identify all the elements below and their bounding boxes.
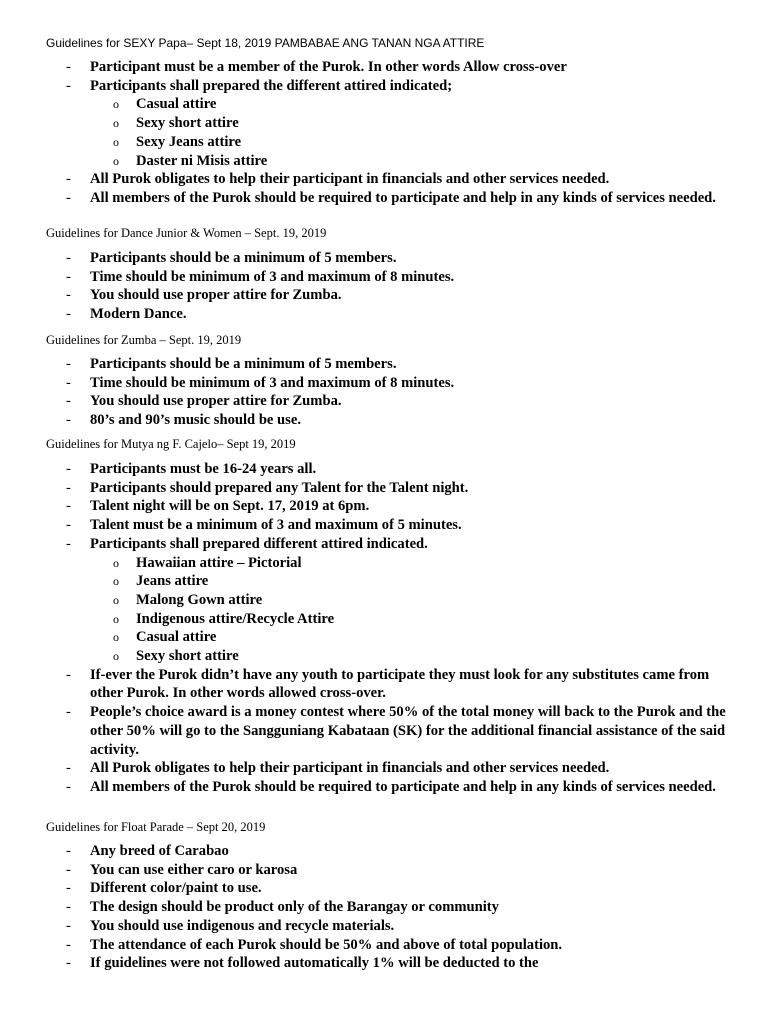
- list-item: - Participants should be a minimum of 5 members.: [66, 356, 397, 372]
- list-item: - All Purok obligates to help their participant in financials and other services needed.: [66, 760, 610, 777]
- section-list-mutya: [0, 460, 768, 797]
- circle-bullet: o: [113, 592, 119, 607]
- section-heading-sexy-papa: Guidelines for SEXY Papa– Sept 18, 2019 PAMBABAE ANG TANAN NGA ATTIRE: [46, 36, 485, 50]
- list-item: - Participants shall prepared the different attired indicated;: [66, 77, 453, 94]
- circle-bullet: o: [113, 555, 119, 570]
- dash-bullet: -: [66, 760, 71, 777]
- list-item: - Participants should prepared any Talent for the Talent night.: [66, 479, 469, 496]
- list-item: - Participants shall prepared different attired indicated.: [66, 535, 428, 552]
- list-item: - If guidelines were not followed automatically 1% will be deducted to the: [66, 955, 539, 972]
- list-item: - All members of the Purok should be required to participate and help in any kinds of services needed.: [66, 189, 716, 206]
- dash-bullet: -: [66, 356, 71, 372]
- sub-list-item: o Casual attire: [113, 629, 217, 646]
- section-heading-dance: Guidelines for Dance Junior & Women – Sept. 19, 2019: [46, 226, 327, 240]
- dash-bullet: -: [66, 171, 71, 188]
- section-heading-zumba: Guidelines for Zumba – Sept. 19, 2019: [46, 333, 242, 347]
- list-item: - All Purok obligates to help their participant in financials and other services needed.: [66, 171, 610, 188]
- dash-bullet: -: [66, 517, 71, 534]
- list-item: - Time should be minimum of 3 and maximum of 8 minutes.: [66, 268, 455, 285]
- list-item: - You should use proper attire for Zumba.: [66, 287, 342, 304]
- dash-bullet: -: [66, 268, 71, 285]
- list-item: - Talent must be a minimum of 3 and maximum of 5 minutes.: [66, 517, 462, 534]
- circle-bullet: o: [113, 97, 119, 112]
- sub-list-item: o Sexy short attire: [113, 648, 239, 665]
- list-item: - Any breed of Carabao: [66, 843, 229, 859]
- dash-bullet: -: [66, 250, 71, 266]
- dash-bullet: -: [66, 861, 71, 878]
- section-list-dance: [0, 249, 768, 324]
- list-item: - You should use indigenous and recycle materials.: [66, 917, 395, 934]
- dash-bullet: -: [66, 535, 71, 552]
- section-list-float-parade: [0, 842, 768, 973]
- circle-bullet: o: [113, 649, 119, 664]
- dash-bullet: -: [66, 479, 71, 496]
- list-item: - The attendance of each Purok should be 50% and above of total population.: [66, 936, 563, 953]
- sub-list-item: o Sexy short attire: [113, 115, 239, 132]
- list-item: - All members of the Purok should be required to participate and help in any kinds of services needed.: [66, 778, 716, 795]
- section-list-zumba: [0, 355, 768, 430]
- sub-list-item: o Daster ni Misis attire: [113, 152, 268, 169]
- dash-bullet: -: [66, 880, 71, 897]
- list-item: - People’s choice award is a money contest where 50% of the total money will back to the Purok and the other 50% will go to the Sangguniang Kabataan (SK) for the additional financial assistance of the said activity.: [66, 704, 726, 758]
- dash-bullet: -: [66, 936, 71, 953]
- list-item: - 80’s and 90’s music should be use.: [66, 412, 301, 429]
- circle-bullet: o: [113, 611, 119, 626]
- dash-bullet: -: [66, 498, 71, 515]
- circle-bullet: o: [113, 134, 119, 149]
- section-list-sexy-papa: [0, 58, 768, 208]
- circle-bullet: o: [113, 574, 119, 589]
- list-item: - Modern Dance.: [66, 306, 187, 323]
- dash-bullet: -: [66, 77, 71, 94]
- dash-bullet: -: [66, 843, 71, 859]
- dash-bullet: -: [66, 189, 71, 206]
- dash-bullet: -: [66, 374, 71, 391]
- circle-bullet: o: [113, 116, 119, 131]
- dash-bullet: -: [66, 306, 71, 323]
- sub-list-item: o Jeans attire: [113, 573, 209, 590]
- dash-bullet: -: [66, 666, 71, 683]
- sub-list-item: o Hawaiian attire – Pictorial: [113, 554, 302, 571]
- dash-bullet: -: [66, 917, 71, 934]
- list-item: - You should use proper attire for Zumba.: [66, 393, 342, 410]
- circle-bullet: o: [113, 153, 119, 168]
- sub-list-item: o Sexy Jeans attire: [113, 133, 242, 150]
- list-item: - You can use either caro or karosa: [66, 861, 298, 878]
- circle-bullet: o: [113, 630, 119, 645]
- dash-bullet: -: [66, 461, 71, 477]
- dash-bullet: -: [66, 778, 71, 795]
- dash-bullet: -: [66, 955, 71, 972]
- list-item: - Time should be minimum of 3 and maximum of 8 minutes.: [66, 374, 455, 391]
- dash-bullet: -: [66, 287, 71, 304]
- dash-bullet: -: [66, 393, 71, 410]
- list-item: - Participant must be a member of the Purok. In other words Allow cross-over: [66, 59, 567, 75]
- section-heading-float-parade: Guidelines for Float Parade – Sept 20, 2019: [46, 820, 266, 834]
- dash-bullet: -: [66, 59, 71, 75]
- dash-bullet: -: [66, 412, 71, 429]
- list-item: - If-ever the Purok didn’t have any youth to participate they must look for any substitutes came from other Purok. In other words allowed cross-over.: [66, 666, 710, 702]
- list-item: - Different color/paint to use.: [66, 880, 262, 897]
- dash-bullet: -: [66, 899, 71, 916]
- sub-list-item: o Indigenous attire/Recycle Attire: [113, 610, 335, 627]
- sub-list-item: o Malong Gown attire: [113, 591, 263, 608]
- list-item: - Participants should be a minimum of 5 members.: [66, 250, 397, 266]
- list-item: - Talent night will be on Sept. 17, 2019 at 6pm.: [66, 498, 370, 515]
- sub-list-item: o Casual attire: [113, 96, 217, 113]
- section-heading-mutya: Guidelines for Mutya ng F. Cajelo– Sept 19, 2019: [46, 437, 296, 451]
- list-item: - The design should be product only of the Barangay or community: [66, 899, 499, 916]
- dash-bullet: -: [66, 704, 71, 721]
- list-item: - Participants must be 16-24 years all.: [66, 461, 317, 477]
